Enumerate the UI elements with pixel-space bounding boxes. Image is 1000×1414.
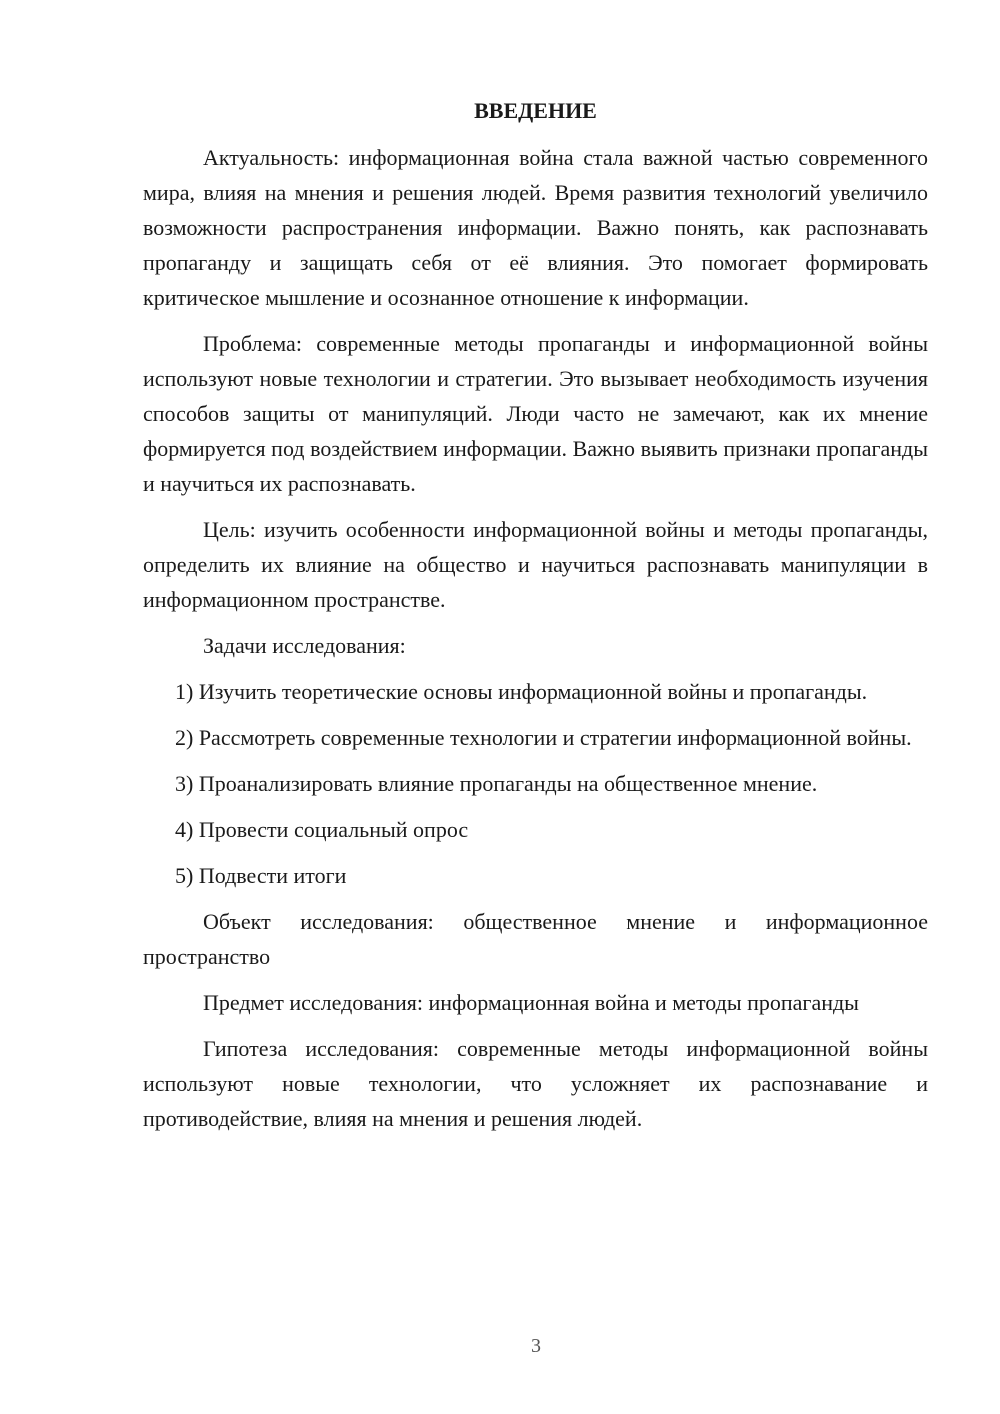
task-item-3: 3) Проанализировать влияние пропаганды на общественное мнение. [175, 771, 818, 796]
task-item-2: 2) Рассмотреть современные технологии и стратегии информационной войны. [175, 725, 912, 750]
document-page [143, 96, 928, 1147]
paragraph-problem: Проблема: современные методы пропаганды и информационной войны используют новые технологии и стратегии. Это вызывает необходимость изучения способов защиты от манипуляций. Люди часто не замечают, как их мнение формируется под воздействием информации. Важно выявить признаки пропаганды и научиться их распознавать. [143, 331, 928, 496]
paragraph-subject: Предмет исследования: информационная война и методы пропаганды [203, 990, 859, 1015]
paragraph-object: Объект исследования: общественное мнение и информационное пространство [143, 909, 928, 969]
task-item-4: 4) Провести социальный опрос [175, 817, 469, 842]
paragraph-relevance: Актуальность: информационная война стала важной частью современного мира, влияя на мнения и решения людей. Время развития технологий увеличило возможности распространения информации. Важно понять, как распознавать пропаганду и защищать себя от её влияния. Это помогает формировать критическое мышление и осознанное отношение к информации. [143, 145, 928, 310]
section-title: ВВЕДЕНИЕ [474, 98, 597, 123]
page-number: 3 [531, 1335, 541, 1357]
paragraph-goal: Цель: изучить особенности информационной войны и методы пропаганды, определить их влияние на общество и научиться распознавать манипуляции в информационном пространстве. [143, 517, 928, 612]
task-item-1: 1) Изучить теоретические основы информационной войны и пропаганды. [175, 679, 868, 704]
paragraph-hypothesis: Гипотеза исследования: современные методы информационной войны используют новые технологии, что усложняет их распознавание и противодействие, влияя на мнения и решения людей. [143, 1036, 928, 1131]
tasks-heading: Задачи исследования: [203, 633, 406, 658]
task-item-5: 5) Подвести итоги [175, 863, 347, 888]
